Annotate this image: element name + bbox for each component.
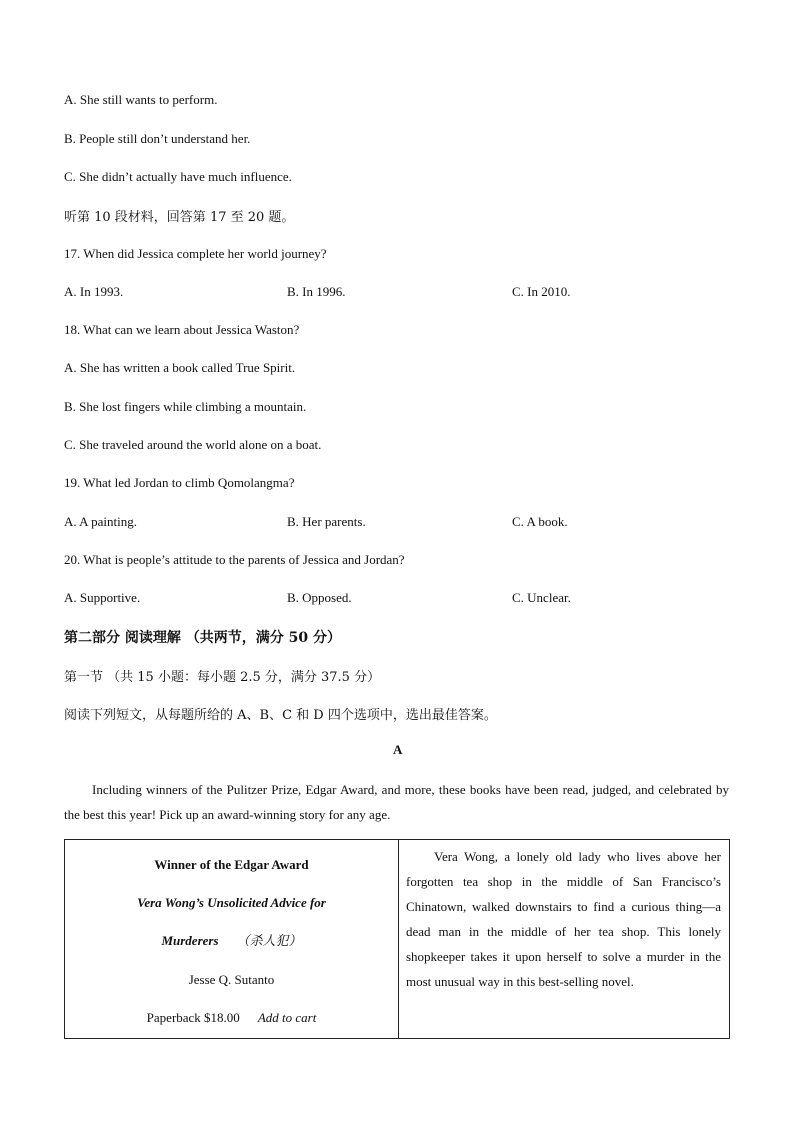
intro-paragraph: Including winners of the Pulitzer Prize, Edgar Award, and more, these books have been read, judged, and celebrated by the best this year! Pick up an award-winning story for any age. (64, 782, 729, 822)
q17-option-a: A. In 1993. (64, 284, 124, 299)
part2-heading: 第二部分 阅读理解 （共两节，满分 50 分） (64, 630, 341, 646)
q18-stem: 18. What can we learn about Jessica Waston? (64, 322, 300, 337)
q17-stem: 17. When did Jessica complete her world journey? (64, 246, 327, 261)
q16-option-a: A. She still wants to perform. (64, 92, 218, 107)
q17-option-b: B. In 1996. (287, 284, 346, 299)
book-author: Jesse Q. Sutanto (188, 972, 275, 987)
book-title-word: Murderers (161, 933, 219, 948)
q19-stem: 19. What led Jordan to climb Qomolangma? (64, 475, 295, 490)
award-title: Winner of the Edgar Award (154, 857, 309, 872)
book-description: Vera Wong, a lonely old lady who lives above her forgotten tea shop in the middle of San Francisco’s Chinatown, walked downstairs to find a curious thing—a dead man in the middle of her tea shop. This lonely shopkeeper takes it upon herself to solve a murder in the most unusual way in this best-selling novel. (406, 849, 721, 989)
reading-instruction: 阅读下列短文，从每题所给的 A、B、C 和 D 四个选项中，选出最佳答案。 (64, 708, 497, 723)
add-to-cart-link[interactable]: Add to cart (257, 1010, 317, 1025)
q19-option-a: A. A painting. (64, 514, 137, 529)
q20-option-b: B. Opposed. (287, 590, 352, 605)
book-title-gloss: （杀人犯） (236, 934, 302, 949)
book-info-cell (65, 840, 399, 1039)
book-ad-table (64, 839, 730, 1039)
q19-option-c: C. A book. (512, 514, 568, 529)
book-title-line1: Vera Wong’s Unsolicited Advice for (137, 895, 326, 910)
book-price: Paperback $18.00 (146, 1010, 240, 1025)
book-title-line2 (66, 922, 397, 961)
book-description-cell (399, 840, 730, 1039)
passage-label: A (393, 742, 403, 757)
q18-option-b: B. She lost fingers while climbing a mountain. (64, 399, 307, 414)
q20-option-c: C. Unclear. (512, 590, 571, 605)
q18-option-a: A. She has written a book called True Spirit. (64, 360, 296, 375)
section10-instruction: 听第 10 段材料，回答第 17 至 20 题。 (64, 210, 295, 225)
book-purchase-row (66, 999, 397, 1037)
q20-option-a: A. Supportive. (64, 590, 141, 605)
q19-option-b: B. Her parents. (287, 514, 366, 529)
q16-option-c: C. She didn’t actually have much influence. (64, 169, 292, 184)
q20-stem: 20. What is people’s attitude to the parents of Jessica and Jordan? (64, 552, 405, 567)
q16-option-b: B. People still don’t understand her. (64, 131, 251, 146)
q17-option-c: C. In 2010. (512, 284, 571, 299)
q18-option-c: C. She traveled around the world alone on a boat. (64, 437, 322, 452)
section1-heading: 第一节 （共 15 小题：每小题 2.5 分，满分 37.5 分） (64, 670, 381, 685)
